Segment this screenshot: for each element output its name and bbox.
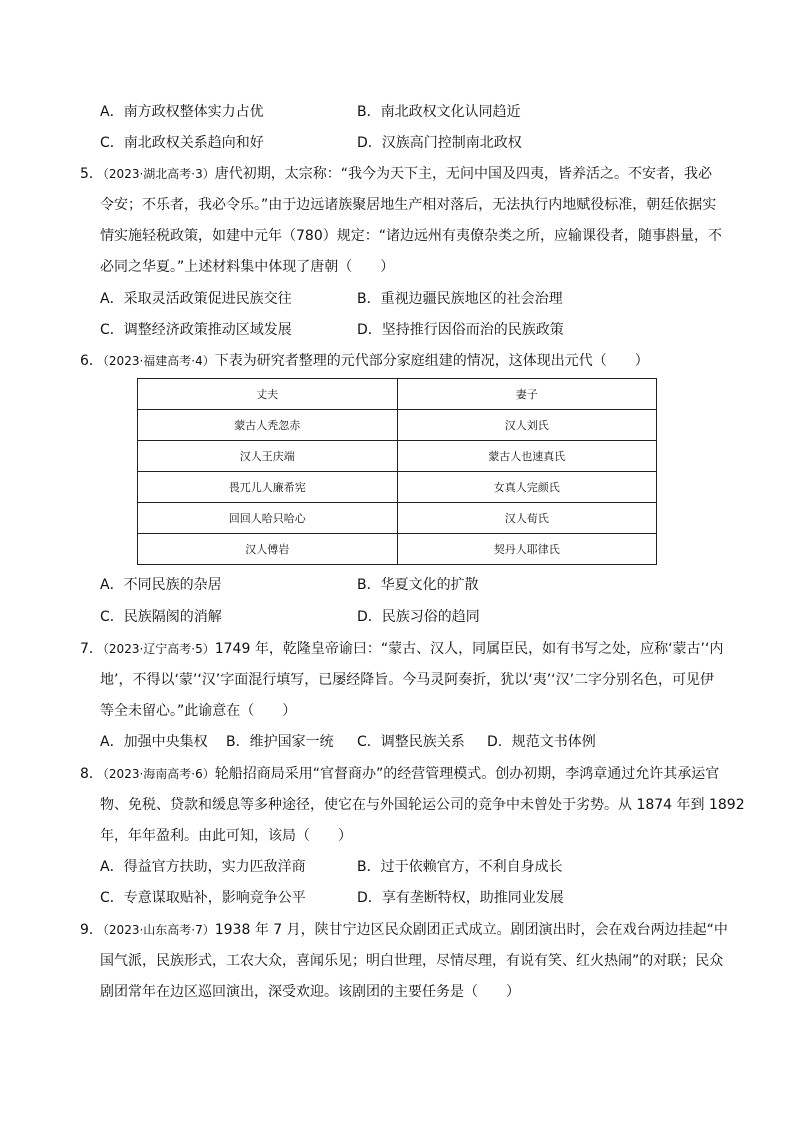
q6-option-c: C．民族隔阂的消解 bbox=[100, 609, 222, 625]
cell-wife: 女真人完颜氏 bbox=[397, 472, 657, 503]
cell-husband: 汉人傅岩 bbox=[138, 534, 398, 565]
q6-source: （2023·福建高考·4） bbox=[102, 354, 215, 368]
q8-option-d: D．享有垄断特权，助推同业发展 bbox=[357, 890, 564, 906]
table-row bbox=[138, 472, 657, 503]
table-header-row bbox=[138, 379, 657, 410]
q4-option-b: B．南北政权文化认同趋近 bbox=[357, 104, 521, 120]
q5-stem-line-1: 5．（2023·湖北高考·3）唐代初期，太宗称：“我今为天下主，无问中国及四夷，皆养活之。不安者，我必 bbox=[80, 166, 712, 182]
q4-option-a: A．南方政权整体实力占优 bbox=[100, 104, 264, 120]
q8-stem-line-2: 物、免税、贷款和缓息等多种途径，使它在与外国轮运公司的竞争中未曾处于劣势。从 1874 年到 1892 bbox=[100, 797, 745, 813]
q5-stem-line-4: 必同之华夏。”上述材料集中体现了唐朝（ ） bbox=[100, 259, 395, 275]
q5-option-b: B．重视边疆民族地区的社会治理 bbox=[357, 291, 563, 307]
q7-option-a: A．加强中央集权 bbox=[100, 734, 208, 750]
q6-option-d: D．民族习俗的趋同 bbox=[357, 609, 480, 625]
q9-stem-line-2: 国气派，民族形式，工农大众，喜闻乐见；明白世理，尽情尽理，有说有笑、红火热闹”的对联；民众 bbox=[100, 953, 724, 969]
q9-stem-line-1: 9．（2023·山东高考·7）1938 年 7 月，陕甘宁边区民众剧团正式成立。剧团演出时，会在戏台两边挂起“中 bbox=[80, 922, 728, 938]
q5-stem-line-2: 令安；不乐者，我必令乐。”由于边远诸族聚居地生产相对落后，无法执行内地赋役标准，朝廷依据实 bbox=[100, 197, 717, 213]
q5-stem-line-3: 情实施轻税政策，如建中元年（780）规定：“诸边远州有夷僚杂类之所，应输课役者，随事斟量，不 bbox=[100, 228, 722, 244]
q7-option-b: B．维护国家一统 bbox=[226, 734, 334, 750]
header-husband: 丈夫 bbox=[138, 379, 398, 410]
q8-option-c: C．专意谋取贴补，影响竞争公平 bbox=[100, 890, 306, 906]
q7-option-d: D．规范文书体例 bbox=[487, 734, 596, 750]
q6-stem: 6．（2023·福建高考·4）下表为研究者整理的元代部分家庭组建的情况，这体现出元代（ ） bbox=[80, 353, 649, 369]
q5-source: （2023·湖北高考·3） bbox=[102, 167, 215, 181]
q4-option-d: D．汉族高门控制南北政权 bbox=[357, 135, 522, 151]
q8-option-a: A．得益官方扶助，实力匹敌洋商 bbox=[100, 859, 306, 875]
q7-stem-line-1: 7．（2023·辽宁高考·5）1749 年，乾隆皇帝谕曰：“蒙古、汉人，同属臣民，如有书写之处，应称‘蒙古’‘内 bbox=[80, 641, 724, 657]
q8-stem-line-1: 8．（2023·海南高考·6）轮船招商局采用“官督商办”的经营管理模式。创办初期，李鸿章通过允许其承运官 bbox=[80, 766, 720, 782]
q7-source: （2023·辽宁高考·5） bbox=[102, 642, 215, 656]
q9-stem-line-3: 剧团常年在边区巡回演出，深受欢迎。该剧团的主要任务是（ ） bbox=[100, 984, 520, 1000]
cell-husband: 畏兀儿人廉希宪 bbox=[138, 472, 398, 503]
table-row bbox=[138, 410, 657, 441]
q7-option-c: C．调整民族关系 bbox=[357, 734, 465, 750]
q6-option-b: B．华夏文化的扩散 bbox=[357, 577, 479, 593]
marriage-table bbox=[137, 378, 657, 565]
header-wife: 妻子 bbox=[397, 379, 657, 410]
table-row bbox=[138, 534, 657, 565]
q8-stem-line-3: 年，年年盈利。由此可知，该局（ ） bbox=[100, 828, 352, 844]
table-row bbox=[138, 503, 657, 534]
q5-option-c: C．调整经济政策推动区域发展 bbox=[100, 322, 292, 338]
q5-option-d: D．坚持推行因俗而治的民族政策 bbox=[357, 322, 564, 338]
cell-wife: 蒙古人也速真氏 bbox=[397, 441, 657, 472]
q6-option-a: A．不同民族的杂居 bbox=[100, 577, 222, 593]
q8-option-b: B．过于依赖官方，不利自身成长 bbox=[357, 859, 563, 875]
q8-source: （2023·海南高考·6） bbox=[102, 767, 215, 781]
cell-husband: 汉人王庆端 bbox=[138, 441, 398, 472]
cell-wife: 汉人荀氏 bbox=[397, 503, 657, 534]
table-row bbox=[138, 441, 657, 472]
q7-stem-line-2: 地’，不得以‘蒙’‘汉’字面混行填写，已屡经降旨。今马灵阿奏折，犹以‘夷’‘汉’二字分别名色，可见伊 bbox=[100, 672, 715, 688]
cell-wife: 汉人刘氏 bbox=[397, 410, 657, 441]
q7-stem-line-3: 等全未留心。”此谕意在（ ） bbox=[100, 703, 297, 719]
cell-husband: 回回人哈只哈心 bbox=[138, 503, 398, 534]
q4-option-c: C．南北政权关系趋向和好 bbox=[100, 135, 264, 151]
cell-wife: 契丹人耶律氏 bbox=[397, 534, 657, 565]
cell-husband: 蒙古人秃忽赤 bbox=[138, 410, 398, 441]
q9-source: （2023·山东高考·7） bbox=[102, 923, 215, 937]
q5-option-a: A．采取灵活政策促进民族交往 bbox=[100, 291, 292, 307]
